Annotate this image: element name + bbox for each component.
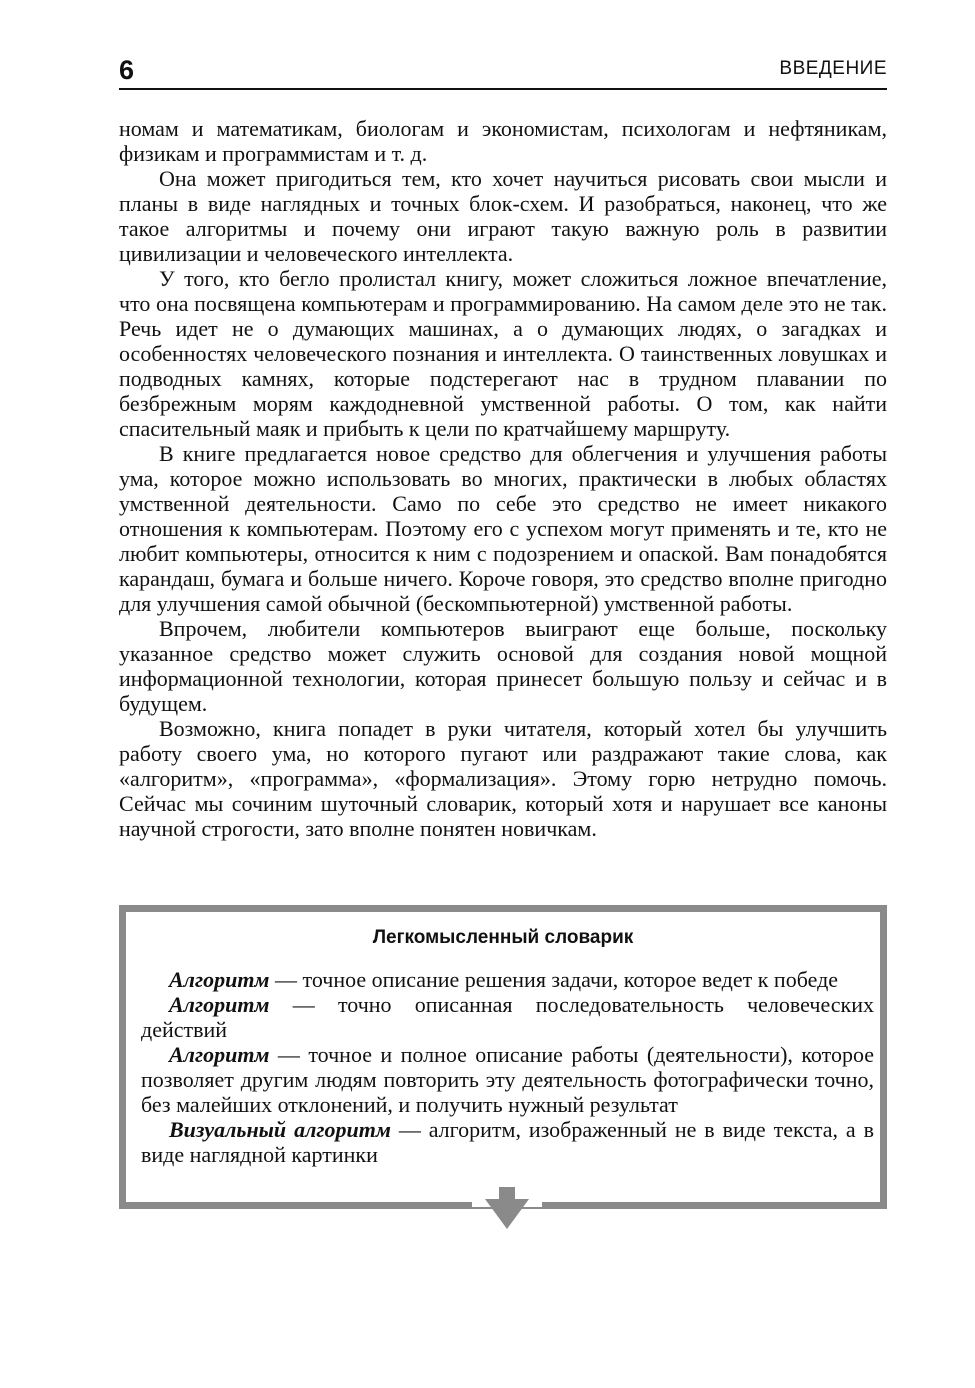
paragraph: У того, кто бегло пролистал книгу, может сложиться ложное впечатление, что она посвящена компьютерам и программированию. На самом деле это не так. Речь идет не о думающих машинах, а о думающих людях, о загадках и особенностях человеческого познания и интеллекта. О таинственных ловушках и подводных камнях, которые подстерегают нас в трудном плавании по безбрежным морям каждодневной умственной работы. О том, как найти спасительный маяк и прибыть к цели по кратчайшему маршруту. (119, 266, 887, 441)
glossary-definition: — алгоритм, изображенный не в виде текста, а в виде наглядной картинки (141, 1117, 874, 1167)
page-number: 6 (119, 55, 135, 85)
header-rule (119, 88, 887, 90)
glossary-title: Легкомысленный словарик (372, 927, 634, 948)
running-head: ВВЕДЕНИЕ (779, 58, 887, 79)
glossary-entry (141, 1117, 874, 1167)
glossary-term: Визуальный алгоритм (169, 1117, 391, 1142)
paragraph: В книге предлагается новое средство для облегчения и улучшения работы ума, которое можно использовать во многих, практически в любых областях умственной деятельности. Само по себе это средство не имеет никакого отношения к компьютерам. Поэтому его с успехом могут применять и те, кто не любит компьютеры, относится к ним с подозрением и опаской. Вам понадобятся карандаш, бумага и больше ничего. Короче говоря, это средство вполне пригодно для улучшения самой обычной (бескомпьютерной) умственной работы. (119, 441, 887, 616)
paragraph: номам и математикам, биологам и экономистам, психологам и нефтяникам, физикам и программистам и т. д. (119, 116, 887, 166)
glossary-term: Алгоритм (169, 967, 270, 992)
glossary-definition: — точно описанная последовательность человеческих действий (141, 992, 874, 1042)
glossary-term: Алгоритм (169, 1042, 270, 1067)
glossary-box (119, 905, 887, 1209)
glossary-entry (141, 992, 874, 1042)
glossary-definition: — точное описание решения задачи, которое ведет к победе (269, 967, 839, 992)
paragraph: Впрочем, любители компьютеров выиграют еще больше, поскольку указанное средство может служить основой для создания новой мощной информационной технологии, которая принесет большую пользу и сейчас и в будущем. (119, 616, 887, 716)
glossary-entries (141, 967, 874, 1167)
down-arrow-icon (485, 1187, 529, 1231)
glossary-entry (141, 1042, 874, 1117)
body-text (119, 116, 887, 841)
glossary-entry (141, 967, 874, 992)
paragraph: Она может пригодиться тем, кто хочет научиться рисовать свои мысли и планы в виде наглядных и точных блок-схем. И разобраться, наконец, что же такое алгоритмы и почему они играют такую важную роль в развитии цивилизации и человеческого интеллекта. (119, 166, 887, 266)
glossary-term: Алгоритм (169, 992, 270, 1017)
paragraph: Возможно, книга попадет в руки читателя, который хотел бы улучшить работу своего ума, но которого пугают или раздражают такие слова, как «алгоритм», «программа», «формализация». Этому горю нетрудно помочь. Сейчас мы сочиним шуточный словарик, который хотя и нарушает все каноны научной строгости, зато вполне понятен новичкам. (119, 716, 887, 841)
glossary-definition: — точное и полное описание работы (деятельности), которое позволяет другим людям повторить эту деятельность фотографически точно, без малейших отклонений, и получить нужный результат (141, 1042, 874, 1117)
